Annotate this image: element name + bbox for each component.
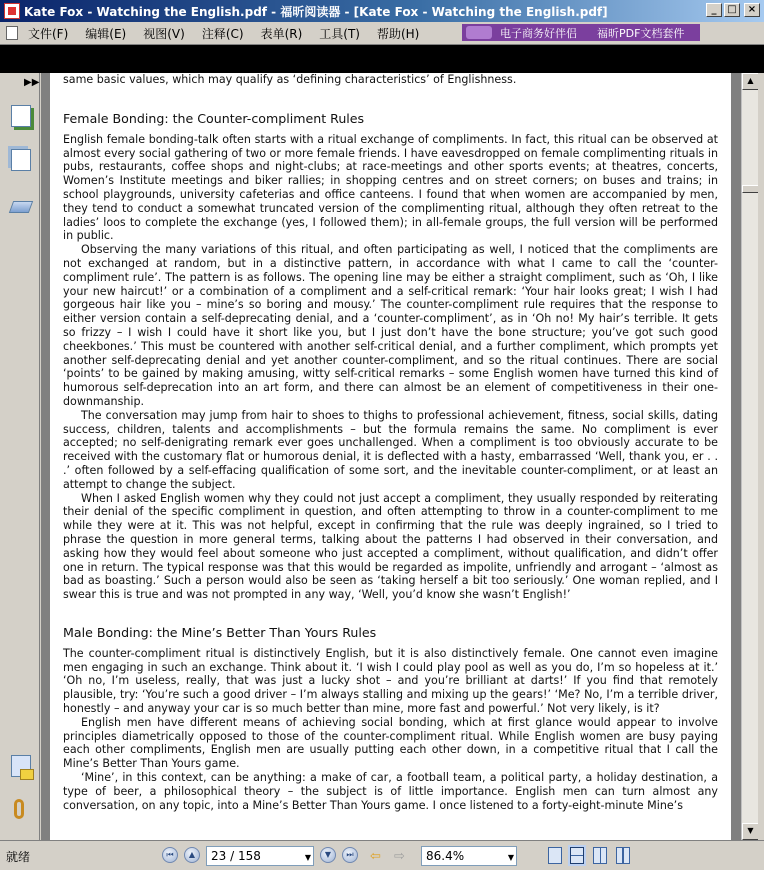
- document-icon[interactable]: [6, 26, 18, 40]
- chevron-down-icon[interactable]: ▼: [304, 853, 311, 862]
- status-bar: [0, 840, 764, 870]
- paragraph: The conversation may jump from hair to shoes to thighs to professional achievement, fitness, social skills, dating success, children, talents and accomplishments – but the formula remains the same. No compliment is ever accepted; no self-denigrating remark ever goes unchallenged. When a compliment is too obviously accurate to be received with the customary flat or humorous denial, it is deflected with a hasty, embarrassed ‘Well, thank you, er . . .’ often followed by a self-effacing qualification of some sort, and the inevitable counter-compliment, or at least an attempt to change the subject.: [63, 408, 718, 491]
- navigation-sidebar: [0, 73, 40, 840]
- menu-comment[interactable]: 注释(C): [201, 26, 244, 41]
- status-text: 就绪: [6, 850, 31, 864]
- paragraph: English men have different means of achieving social bonding, which at first glance would appear to involve principles diametrically opposed to those of the counter-compliment ritual. While English women are busy paying each other compliments, English men are usually putting each other down, in a competitive ritual that I call the Mine’s Better Than Yours game.: [63, 715, 718, 771]
- continuous-layout-icon[interactable]: [570, 847, 584, 864]
- paragraph: ‘Mine’, in this context, can be anything: a make of car, a football team, a political party, a holiday destination, a type of beer, a philosophical theory – the subject is of little importance. English men can turn almost any conversation, on any topic, into a Mine’s Better Than Yours game. I once listened to a forty-eight-minute Mine’s: [63, 771, 718, 812]
- title-bar: [0, 0, 764, 22]
- maximize-button[interactable]: □: [724, 3, 740, 17]
- menu-file[interactable]: 文件(F): [28, 26, 69, 41]
- minimize-button[interactable]: _: [706, 3, 722, 17]
- menu-view[interactable]: 视图(V): [143, 26, 185, 41]
- window-title: Kate Fox - Watching the English.pdf - 福昕阅读器 - [Kate Fox - Watching the English.pdf]: [24, 4, 608, 19]
- menu-help[interactable]: 帮助(H): [376, 26, 420, 41]
- continuous-facing-layout-icon[interactable]: [616, 847, 630, 864]
- layers-panel-icon[interactable]: [9, 201, 33, 213]
- section-heading-female: Female Bonding: the Counter-compliment Rules: [63, 110, 365, 126]
- expand-sidebar-icon[interactable]: ▶▶: [24, 77, 40, 88]
- promo-logo-icon: [466, 26, 492, 39]
- toolbar-strip: [0, 44, 764, 73]
- attachments-panel-icon[interactable]: [14, 799, 24, 819]
- zoom-field[interactable]: [421, 846, 517, 866]
- top-line: same basic values, which may qualify as ‘defining characteristics’ of Englishness.: [63, 73, 517, 86]
- next-page-icon[interactable]: ▼: [320, 847, 336, 863]
- menu-tools[interactable]: 工具(T): [319, 26, 360, 41]
- scroll-down-icon[interactable]: ▼: [742, 823, 759, 840]
- pages-panel-icon[interactable]: [11, 105, 31, 127]
- zoom-value: 86.4%: [426, 849, 465, 863]
- single-page-layout-icon[interactable]: [548, 847, 562, 864]
- paragraph: When I asked English women why they could not just accept a compliment, they usually responded by reiterating their denial of the specific compliment in question, and often attempting to throw in a counter-compliment to me while they were at it. This was not helpful, except in confirming that the rule was deeply ingrained, so I tried to phrase the question in more general terms, talking about the patterns I had observed in their conversation, and asking how they would feel about someone who just accepted a compliment, without qualification, and didn’t offer one in return. The typical response was that this would be regarded as impolite, unfriendly and arrogant – ‘almost as bad as boasting.’ Such a person would also be seen as ‘taking herself a bit too seriously.’ One woman replied, and I swear this is true and was not prompted in any way, ‘Well, you’d know she wasn’t English!’: [63, 491, 718, 602]
- vertical-scrollbar[interactable]: [741, 73, 758, 840]
- facing-layout-icon[interactable]: [593, 847, 607, 864]
- promo-banner[interactable]: [462, 24, 700, 41]
- comments-panel-icon[interactable]: [11, 755, 31, 777]
- previous-page-icon[interactable]: ▲: [184, 847, 200, 863]
- menu-edit[interactable]: 编辑(E): [85, 26, 127, 41]
- paragraph: Observing the many variations of this ritual, and often participating as well, I noticed that the compliments are not exchanged at random, but in a distinctive pattern, in accordance with what I came to call the ‘counter-compliment rule’. The pattern is as follows. The opening line may be either a straight compliment, such as ‘Oh, I like your new haircut!’ or a combination of a compliment and a self-critical remark: ‘Your hair looks great; I wish I had gorgeous hair like you – mine’s so boring and mousy.’ The counter-compliment rule requires that the response to either version contain a self-deprecating denial, and a ‘counter-compliment’, as in ‘Oh no! My hair’s terrible. It gets so frizzy – I wish I could have it short like you, but I just don’t have the bone structure; you’ve got such good cheekbones.’ This must be countered with another self-critical denial, and a further compliment, which prompts yet another self-deprecating denial and yet another counter-compliment, and so the ritual continues. There are social ‘points’ to be gained by making amusing, witty self-critical remarks – some English women have turned this kind of humorous self-deprecation into an art form, and there can almost be an element of competitiveness in their one-downmanship.: [63, 243, 718, 408]
- document-viewer[interactable]: [41, 73, 741, 840]
- paragraph: English female bonding-talk often starts with a ritual exchange of compliments. In fact, this ritual can be observed at almost every social gathering of two or more female friends. I have eavesdropped on female complimenting rituals in pubs, restaurants, coffee shops and night-clubs; at race-meetings and other sports events; at theatres, concerts, Women’s Institute meetings and biker rallies; in shopping centres and on street corners; on buses and trains; in school playgrounds, university cafeterias and office canteens. I found that when women are accompanied by men, they tend to conduct a somewhat truncated version of the complimenting ritual, although they often retreat to the ladies’ loos to complete the exchange (yes, I followed them); in all-female groups, the full version will be performed in public.: [63, 132, 718, 243]
- chevron-down-icon[interactable]: ▼: [507, 853, 514, 862]
- menu-form[interactable]: 表单(R): [260, 26, 303, 41]
- page-number-field[interactable]: [206, 846, 314, 866]
- forward-arrow-icon[interactable]: ⇨: [394, 849, 405, 864]
- back-arrow-icon[interactable]: ⇦: [370, 849, 381, 864]
- section-heading-male: Male Bonding: the Mine’s Better Than Yours Rules: [63, 624, 377, 640]
- page-number-value: 23 / 158: [211, 849, 261, 863]
- first-page-icon[interactable]: ⏮: [162, 847, 178, 863]
- scroll-thumb[interactable]: [742, 185, 759, 193]
- bookmarks-panel-icon[interactable]: [11, 149, 31, 171]
- paragraph: The counter-compliment ritual is distinctively English, but it is also distinctively female. One cannot even imagine men engaging in such an exchange. Think about it. ‘I wish I could play pool as well as you do, I’m so hopeless at it.’ ‘Oh no, I’m useless, really, that was just a lucky shot – and you’re brilliant at darts!’ If you find that remotely plausible, try: ‘You’re such a good driver – I’m always stalling and mixing up the gears!’ ‘Me? No, I’m a terrible driver, honestly – and anyway your car is so much better than mine, more fast and powerful.’ Not very likely, is it?: [63, 646, 718, 716]
- close-button[interactable]: ×: [744, 3, 760, 17]
- last-page-icon[interactable]: ⏭: [342, 847, 358, 863]
- promo-left-text: 电子商务好伴侣: [500, 26, 577, 40]
- promo-right-text: 福昕PDF文档套件: [597, 26, 685, 40]
- scroll-up-icon[interactable]: ▲: [742, 73, 759, 90]
- app-icon: [4, 3, 20, 19]
- pdf-page: [50, 73, 731, 840]
